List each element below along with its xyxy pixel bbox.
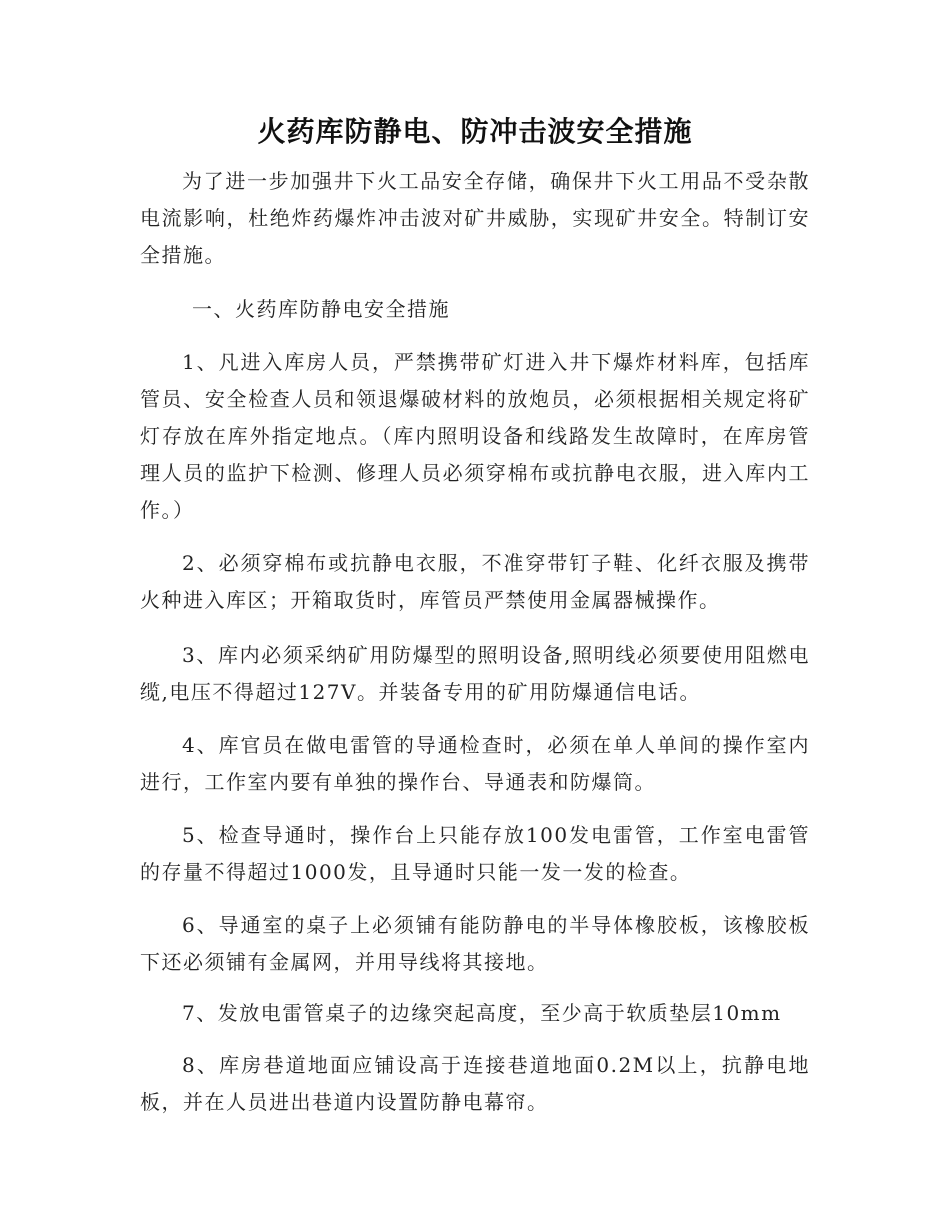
item-paragraph-6: 6、导通室的桌子上必须铺有能防静电的半导体橡胶板，该橡胶板下还必须铺有金属网，并用导线将其接地。 bbox=[140, 913, 810, 974]
item-paragraph-3: 3、库内必须采纳矿用防爆型的照明设备,照明线必须要使用阻燃电缆,电压不得超过127V。并装备专用的矿用防爆通信电话。 bbox=[140, 643, 810, 704]
item-paragraph-4: 4、库官员在做电雷管的导通检查时，必须在单人单间的操作室内进行，工作室内要有单独的操作台、导通表和防爆筒。 bbox=[140, 733, 810, 794]
section-heading: 一、火药库防静电安全措施 bbox=[192, 297, 450, 321]
item-paragraph-1: 1、凡进入库房人员，严禁携带矿灯进入井下爆炸材料库，包括库管员、安全检查人员和领退爆破材料的放炮员，必须根据相关规定将矿灯存放在库外指定地点。（库内照明设备和线路发生故障时，在库房管理人员的监护下检测、修理人员必须穿棉布或抗静电衣服，进入库内工作。） bbox=[140, 350, 810, 522]
item-paragraph-2: 2、必须穿棉布或抗静电衣服，不准穿带钉子鞋、化纤衣服及携带火种进入库区；开箱取货时，库管员严禁使用金属器械操作。 bbox=[140, 551, 810, 612]
item-paragraph-7: 7、发放电雷管桌子的边缘突起高度，至少高于软质垫层10mm bbox=[182, 1001, 782, 1025]
intro-paragraph: 为了进一步加强井下火工品安全存储，确保井下火工用品不受杂散电流影响，杜绝炸药爆炸冲击波对矿井威胁，实现矿井安全。特制订安全措施。 bbox=[140, 169, 810, 267]
item-paragraph-8: 8、库房巷道地面应铺设高于连接巷道地面0.2M以上，抗静电地板，并在人员进出巷道内设置防静电幕帘。 bbox=[140, 1053, 810, 1114]
document-title: 火药库防静电、防冲击波安全措施 bbox=[257, 115, 693, 148]
item-paragraph-5: 5、检查导通时，操作台上只能存放100发电雷管，工作室电雷管的存量不得超过1000发，且导通时只能一发一发的检查。 bbox=[140, 823, 810, 884]
